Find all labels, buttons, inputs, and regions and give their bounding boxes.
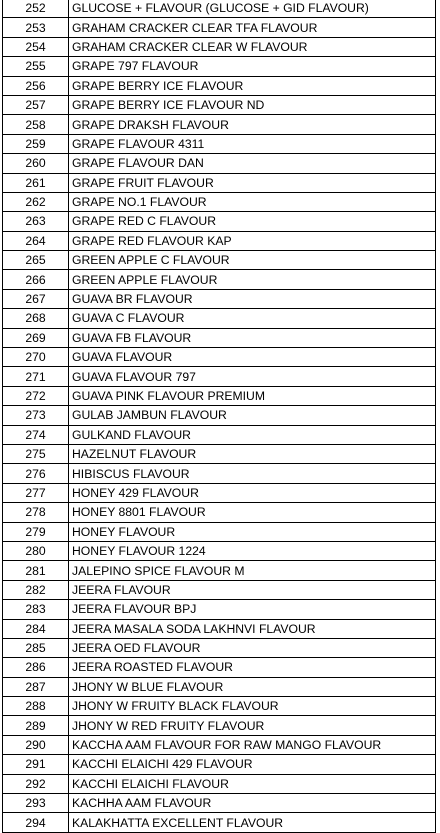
row-number-cell: 273	[3, 406, 69, 425]
table-row	[3, 95, 436, 114]
row-number-cell: 257	[3, 95, 69, 114]
flavour-name-cell: JEERA MASALA SODA LAKHNVI FLAVOUR	[69, 619, 436, 638]
flavour-name-cell: HONEY 8801 FLAVOUR	[69, 503, 436, 522]
table-row	[3, 716, 436, 735]
table-row	[3, 697, 436, 716]
flavour-name-cell: GRAPE 797 FLAVOUR	[69, 57, 436, 76]
row-number-cell: 253	[3, 18, 69, 37]
flavour-name-cell: GUAVA FLAVOUR	[69, 348, 436, 367]
row-number-cell: 259	[3, 134, 69, 153]
table-row	[3, 444, 436, 463]
row-number-cell: 262	[3, 192, 69, 211]
flavour-name-cell: GUAVA FB FLAVOUR	[69, 328, 436, 347]
row-number-cell: 278	[3, 503, 69, 522]
flavour-name-cell: JHONY W FRUITY BLACK FLAVOUR	[69, 697, 436, 716]
table-row	[3, 658, 436, 677]
row-number-cell: 290	[3, 735, 69, 754]
flavour-name-cell: GRAPE BERRY ICE FLAVOUR ND	[69, 95, 436, 114]
flavour-name-cell: GRAPE NO.1 FLAVOUR	[69, 192, 436, 211]
flavour-name-cell: JALEPINO SPICE FLAVOUR M	[69, 561, 436, 580]
table-row	[3, 561, 436, 580]
flavour-name-cell: GUAVA C FLAVOUR	[69, 309, 436, 328]
row-number-cell: 292	[3, 774, 69, 793]
row-number-cell: 266	[3, 270, 69, 289]
table-row	[3, 289, 436, 308]
row-number-cell: 268	[3, 309, 69, 328]
table-row	[3, 76, 436, 95]
flavour-name-cell: JEERA FLAVOUR BPJ	[69, 600, 436, 619]
flavour-name-cell: KACCHA AAM FLAVOUR FOR RAW MANGO FLAVOUR	[69, 735, 436, 754]
table-row	[3, 37, 436, 56]
row-number-cell: 279	[3, 522, 69, 541]
flavour-name-cell: GRAPE RED FLAVOUR KAP	[69, 231, 436, 250]
row-number-cell: 283	[3, 600, 69, 619]
row-number-cell: 256	[3, 76, 69, 95]
row-number-cell: 258	[3, 115, 69, 134]
table-row	[3, 348, 436, 367]
row-number-cell: 254	[3, 37, 69, 56]
flavour-name-cell: GUAVA FLAVOUR 797	[69, 367, 436, 386]
flavour-name-cell: GRAHAM CRACKER CLEAR TFA FLAVOUR	[69, 18, 436, 37]
row-number-cell: 277	[3, 483, 69, 502]
flavour-name-cell: KALAKHATTA EXCELLENT FLAVOUR	[69, 813, 436, 832]
table-row	[3, 57, 436, 76]
table-row	[3, 735, 436, 754]
flavour-name-cell: JEERA FLAVOUR	[69, 580, 436, 599]
table-row	[3, 619, 436, 638]
table-body	[3, 0, 436, 832]
table-row	[3, 18, 436, 37]
row-number-cell: 289	[3, 716, 69, 735]
table-row	[3, 309, 436, 328]
flavour-name-cell: GULKAND FLAVOUR	[69, 425, 436, 444]
row-number-cell: 272	[3, 386, 69, 405]
row-number-cell: 274	[3, 425, 69, 444]
row-number-cell: 286	[3, 658, 69, 677]
row-number-cell: 282	[3, 580, 69, 599]
flavour-name-cell: GRAPE FLAVOUR 4311	[69, 134, 436, 153]
table-row	[3, 154, 436, 173]
row-number-cell: 281	[3, 561, 69, 580]
table-row	[3, 192, 436, 211]
row-number-cell: 264	[3, 231, 69, 250]
flavour-name-cell: GRAHAM CRACKER CLEAR W FLAVOUR	[69, 37, 436, 56]
table-row	[3, 0, 436, 18]
flavour-name-cell: GREEN APPLE FLAVOUR	[69, 270, 436, 289]
row-number-cell: 271	[3, 367, 69, 386]
flavour-name-cell: JHONY W RED FRUITY FLAVOUR	[69, 716, 436, 735]
table-row	[3, 328, 436, 347]
table-row	[3, 522, 436, 541]
flavour-name-cell: JEERA OED FLAVOUR	[69, 638, 436, 657]
row-number-cell: 285	[3, 638, 69, 657]
table-row	[3, 212, 436, 231]
table-row	[3, 580, 436, 599]
row-number-cell: 275	[3, 444, 69, 463]
table-row	[3, 251, 436, 270]
row-number-cell: 287	[3, 677, 69, 696]
flavour-name-cell: HAZELNUT FLAVOUR	[69, 444, 436, 463]
row-number-cell: 252	[3, 0, 69, 18]
flavour-name-cell: KACCHI ELAICHI 429 FLAVOUR	[69, 755, 436, 774]
table-row	[3, 774, 436, 793]
table-row	[3, 677, 436, 696]
row-number-cell: 261	[3, 173, 69, 192]
flavour-name-cell: GREEN APPLE C FLAVOUR	[69, 251, 436, 270]
row-number-cell: 288	[3, 697, 69, 716]
row-number-cell: 263	[3, 212, 69, 231]
flavour-name-cell: HONEY 429 FLAVOUR	[69, 483, 436, 502]
table-row	[3, 367, 436, 386]
row-number-cell: 270	[3, 348, 69, 367]
flavour-name-cell: GRAPE DRAKSH FLAVOUR	[69, 115, 436, 134]
row-number-cell: 265	[3, 251, 69, 270]
row-number-cell: 260	[3, 154, 69, 173]
table-row	[3, 755, 436, 774]
flavour-name-cell: GULAB JAMBUN FLAVOUR	[69, 406, 436, 425]
row-number-cell: 255	[3, 57, 69, 76]
flavour-name-cell: GRAPE RED C FLAVOUR	[69, 212, 436, 231]
row-number-cell: 291	[3, 755, 69, 774]
table-row	[3, 483, 436, 502]
table-row	[3, 231, 436, 250]
table-row	[3, 386, 436, 405]
row-number-cell: 294	[3, 813, 69, 832]
table-row	[3, 134, 436, 153]
table-row	[3, 600, 436, 619]
row-number-cell: 293	[3, 794, 69, 813]
table-row	[3, 464, 436, 483]
table-row	[3, 794, 436, 813]
row-number-cell: 280	[3, 541, 69, 560]
table-row	[3, 270, 436, 289]
table-row	[3, 541, 436, 560]
flavour-name-cell: GUAVA BR FLAVOUR	[69, 289, 436, 308]
flavour-name-cell: JHONY W BLUE FLAVOUR	[69, 677, 436, 696]
flavour-name-cell: HONEY FLAVOUR 1224	[69, 541, 436, 560]
flavour-name-cell: GRAPE FRUIT FLAVOUR	[69, 173, 436, 192]
flavour-name-cell: GRAPE FLAVOUR DAN	[69, 154, 436, 173]
row-number-cell: 267	[3, 289, 69, 308]
row-number-cell: 269	[3, 328, 69, 347]
flavour-name-cell: KACCHI ELAICHI FLAVOUR	[69, 774, 436, 793]
table-row	[3, 503, 436, 522]
flavour-name-cell: JEERA ROASTED FLAVOUR	[69, 658, 436, 677]
flavour-table	[2, 0, 436, 833]
flavour-name-cell: GUAVA PINK FLAVOUR PREMIUM	[69, 386, 436, 405]
flavour-name-cell: HONEY FLAVOUR	[69, 522, 436, 541]
table-row	[3, 425, 436, 444]
table-row	[3, 638, 436, 657]
flavour-name-cell: GLUCOSE + FLAVOUR (GLUCOSE + GID FLAVOUR)	[69, 0, 436, 18]
flavour-name-cell: KACHHA AAM FLAVOUR	[69, 794, 436, 813]
table-row	[3, 173, 436, 192]
flavour-name-cell: GRAPE BERRY ICE FLAVOUR	[69, 76, 436, 95]
table-row	[3, 813, 436, 832]
row-number-cell: 276	[3, 464, 69, 483]
table-row	[3, 115, 436, 134]
row-number-cell: 284	[3, 619, 69, 638]
table-row	[3, 406, 436, 425]
flavour-name-cell: HIBISCUS FLAVOUR	[69, 464, 436, 483]
